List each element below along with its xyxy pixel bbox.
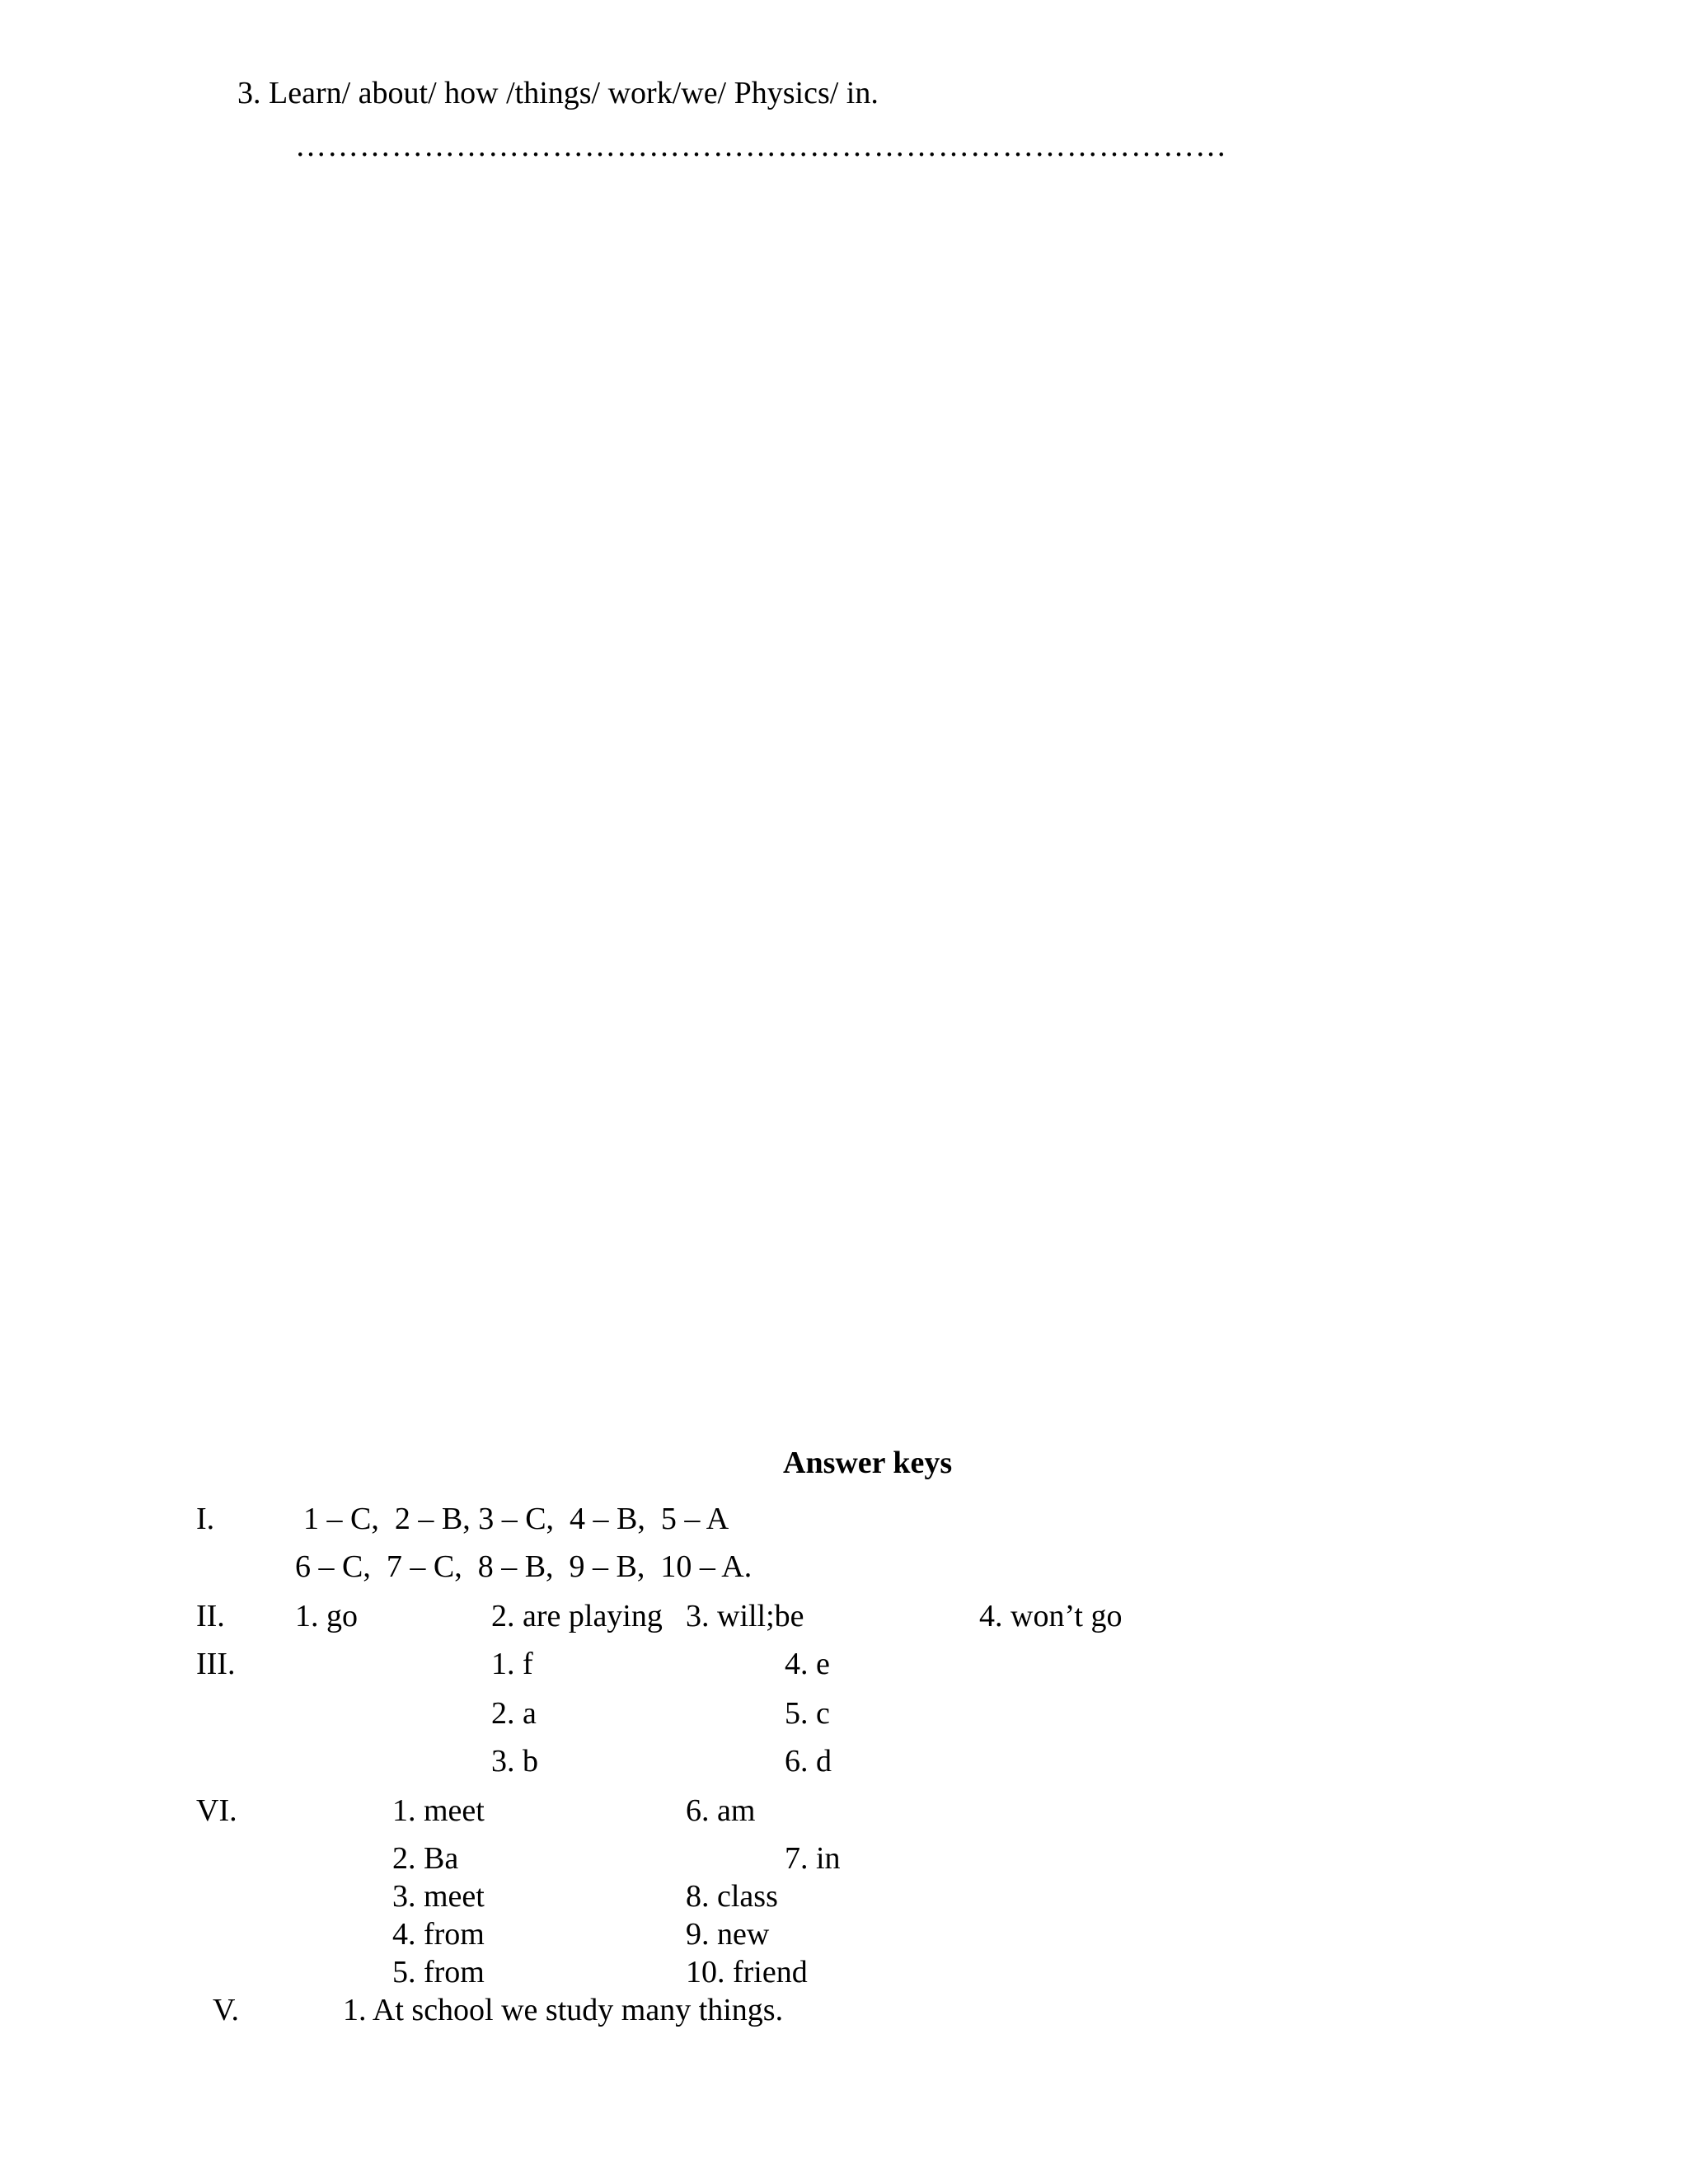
section-2-item-2: 2. are playing bbox=[491, 1599, 663, 1633]
section-4-left-item: 2. Ba bbox=[392, 1841, 459, 1876]
section-2-item-1: 1. go bbox=[295, 1599, 358, 1633]
section-4-left-item: 1. meet bbox=[392, 1793, 485, 1828]
section-5-label: V. bbox=[213, 1993, 240, 2027]
section-1-row-2: 6 – C, 7 – C, 8 – B, 9 – B, 10 – A. bbox=[295, 1549, 753, 1584]
section-3-left-item: 3. b bbox=[491, 1744, 538, 1779]
section-1-label: I. bbox=[196, 1502, 215, 1536]
section-3-right-item: 4. e bbox=[785, 1647, 830, 1681]
section-2-item-4: 4. won’t go bbox=[979, 1599, 1123, 1633]
section-4-left-item: 5. from bbox=[392, 1955, 485, 1990]
answer-keys-heading: Answer keys bbox=[783, 1446, 953, 1480]
section-1-row-1: 1 – C, 2 – B, 3 – C, 4 – B, 5 – A bbox=[303, 1502, 729, 1536]
section-3-left-item: 1. f bbox=[491, 1647, 533, 1681]
section-4-right-item: 9. new bbox=[686, 1917, 770, 1952]
section-3-label: III. bbox=[196, 1647, 236, 1681]
section-4-right-item: 8. class bbox=[686, 1879, 778, 1914]
section-2-item-3: 3. will;be bbox=[686, 1599, 804, 1633]
section-3-right-item: 5. c bbox=[785, 1696, 830, 1731]
section-4-left-item: 4. from bbox=[392, 1917, 485, 1952]
section-4-right-item: 7. in bbox=[785, 1841, 841, 1876]
section-4-label: VI. bbox=[196, 1793, 237, 1828]
section-4-left-item: 3. meet bbox=[392, 1879, 485, 1914]
section-2-label: II. bbox=[196, 1599, 225, 1633]
exercise-item-3-prompt: 3. Learn/ about/ how /things/ work/we/ Physics/ in. bbox=[237, 76, 879, 110]
section-3-right-item: 6. d bbox=[785, 1744, 832, 1779]
section-4-right-item: 10. friend bbox=[686, 1955, 808, 1990]
exercise-item-3-answer-line: …………………………………………………………………………… bbox=[295, 129, 1227, 163]
section-5-item-1: 1. At school we study many things. bbox=[343, 1993, 784, 2027]
section-4-right-item: 6. am bbox=[686, 1793, 756, 1828]
section-3-left-item: 2. a bbox=[491, 1696, 537, 1731]
